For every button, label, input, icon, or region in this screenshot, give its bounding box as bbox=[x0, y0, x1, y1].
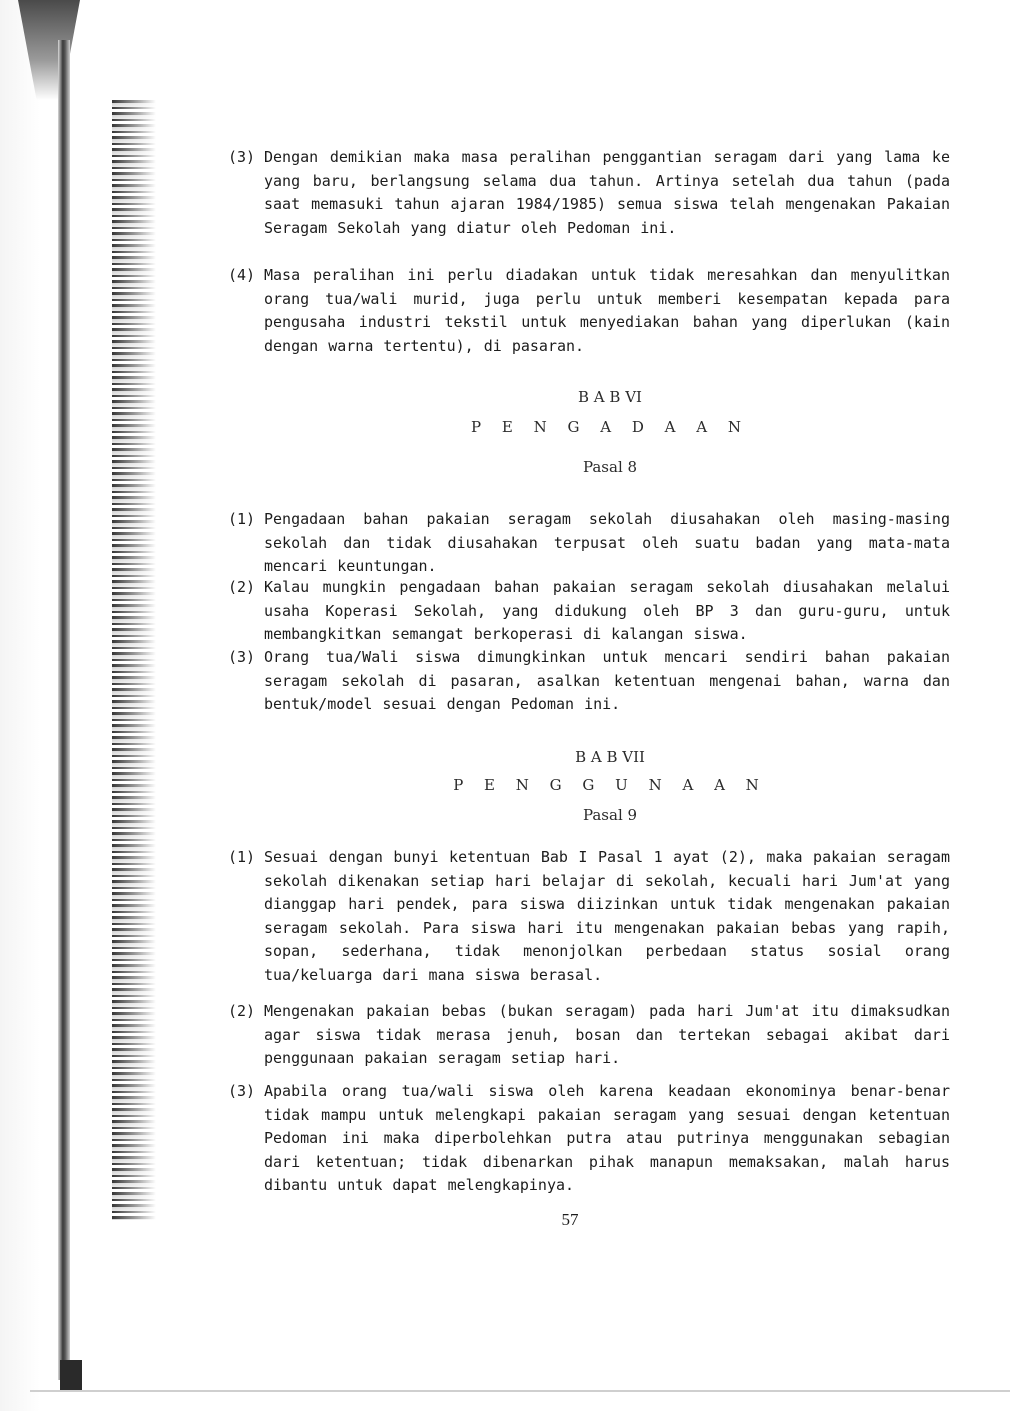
paragraph-text: Apabila orang tua/wali siswa oleh karena keadaan ekonominya benar-benar tidak mampu untuk melengkapi pakaian seragam yang sesuai dengan ketentuan Pedoman ini maka diperbolehkan putra atau putrinya menggunakan sebagian dari ketentuan; tidak dibenarkan pihak manapun memaksakan, malah harus dibantu untuk dapat melengkapinya. bbox=[264, 1082, 950, 1194]
binding-spine bbox=[58, 40, 70, 1380]
pasal-9-paragraph-1 bbox=[228, 846, 950, 987]
paragraph-text: Dengan demikian maka masa peralihan penggantian seragam dari yang lama ke yang baru, berlangsung selama dua tahun. Artinya setelah dua tahun (pada saat memasuki tahun ajaran 1984/1985) semua siswa telah mengenakan Pakaian Seragam Sekolah yang diatur oleh Pedoman ini. bbox=[264, 148, 950, 237]
paragraph-number: (1) bbox=[228, 848, 256, 866]
pasal-9-heading: Pasal 9 bbox=[582, 806, 638, 824]
paragraph-4-intro bbox=[228, 264, 950, 358]
page-number: 57 bbox=[561, 1210, 579, 1229]
paragraph-number: (4) bbox=[228, 266, 256, 284]
paragraph-text: Pengadaan bahan pakaian seragam sekolah diusahakan oleh masing-masing sekolah dan tidak diusahakan terpusat oleh suatu badan yang mata-mata mencari keuntungan. bbox=[264, 510, 950, 575]
paragraph-number: (2) bbox=[228, 578, 256, 596]
paragraph-number: (3) bbox=[228, 1082, 256, 1100]
paragraph-number: (1) bbox=[228, 510, 256, 528]
paragraph-number: (2) bbox=[228, 1002, 256, 1020]
paragraph-text: Sesuai dengan bunyi ketentuan Bab I Pasal 1 ayat (2), maka pakaian seragam sekolah dikenakan setiap hari belajar di sekolah, kecuali hari Jum'at yang dianggap hari pendek, para siswa diizinkan untuk tidak mengenakan pakaian seragam sekolah. Para siswa hari itu mengenakan pakaian bebas yang rapih, sopan, sederhana, tidak menonjolkan perbedaan status sosial orang tua/keluarga dari mana siswa berasal. bbox=[264, 848, 950, 984]
bab-7-heading: B A B VII bbox=[575, 748, 645, 766]
pasal-8-paragraph-1 bbox=[228, 508, 950, 579]
pasal-8-heading: Pasal 8 bbox=[582, 458, 638, 476]
paragraph-number: (3) bbox=[228, 648, 256, 666]
paragraph-text: Mengenakan pakaian bebas (bukan seragam) pada hari Jum'at itu dimaksudkan agar siswa tidak merasa jenuh, bosan dan tertekan sebagai akibat dari penggunaan pakaian seragam setiap hari. bbox=[264, 1002, 950, 1067]
bab-7-title: P E N G G U N A A N bbox=[453, 776, 767, 794]
binding-edge-texture bbox=[112, 100, 192, 1220]
pasal-9-paragraph-3 bbox=[228, 1080, 950, 1198]
page-bottom-edge bbox=[30, 1390, 1010, 1392]
paragraph-number: (3) bbox=[228, 148, 256, 166]
paragraph-text: Kalau mungkin pengadaan bahan pakaian seragam sekolah diusahakan melalui usaha Koperasi Sekolah, yang didukung oleh BP 3 dan guru-guru, untuk membangkitkan semangat berkoperasi di kalangan siswa. bbox=[264, 578, 950, 643]
paragraph-3-intro bbox=[228, 146, 950, 240]
bab-6-heading: B A B VI bbox=[578, 388, 642, 406]
pasal-9-paragraph-2 bbox=[228, 1000, 950, 1071]
paragraph-text: Orang tua/Wali siswa dimungkinkan untuk mencari sendiri bahan pakaian seragam sekolah di pasaran, asalkan ketentuan mengenai bahan, warna dan bentuk/model sesuai dengan Pedoman ini. bbox=[264, 648, 950, 713]
binding-corner-mark bbox=[60, 1360, 82, 1390]
paragraph-text: Masa peralihan ini perlu diadakan untuk tidak meresahkan dan menyulitkan orang tua/wali murid, juga perlu untuk memberi kesempatan kepada para pengusaha industri tekstil untuk menyediakan bahan yang diperlukan (kain dengan warna tertentu), di pasaran. bbox=[264, 266, 950, 355]
pasal-8-paragraph-2 bbox=[228, 576, 950, 647]
pasal-8-paragraph-3 bbox=[228, 646, 950, 717]
bab-6-title: P E N G A D A A N bbox=[471, 418, 749, 436]
